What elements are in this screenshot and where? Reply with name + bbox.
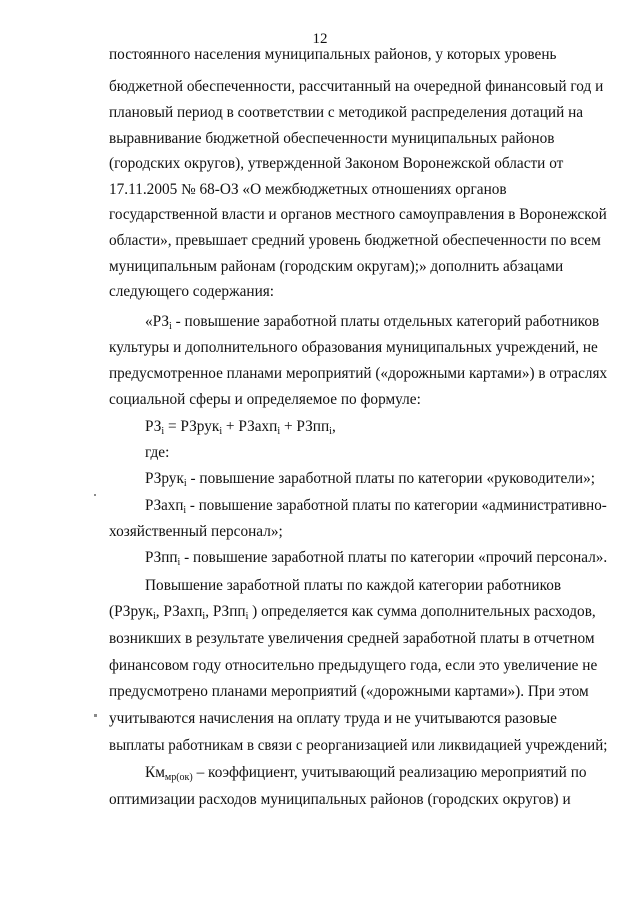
paragraph-start: Повышение заработной платы по каждой категории работников — [145, 577, 562, 594]
text-line: предусмотренное планами мероприятий («дорожными картами») в отраслях — [109, 365, 608, 382]
text-line: учитываются начисления на оплату труда и не учитываются разовые — [109, 710, 557, 727]
paragraph-start: «РЗi - повышение заработной платы отдельных категорий работников — [145, 313, 600, 332]
page-number: 12 — [312, 31, 328, 47]
text-line: постоянного населения муниципальных районов, у которых уровень — [109, 46, 557, 63]
text-line: выравнивание бюджетной обеспеченности муниципальных районов — [109, 130, 555, 147]
definition-line: РЗрукi - повышение заработной платы по категории «руководители»; — [145, 470, 595, 489]
text-line: области», превышает средний уровень бюджетной обеспеченности по всем — [109, 232, 601, 249]
text-line: следующего содержания: — [109, 283, 275, 300]
text-line: (городских округов), утвержденной Законом Воронежской области от — [109, 155, 564, 172]
definition-line: РЗахпi - повышение заработной платы по категории «административно- — [145, 497, 607, 516]
text-line: государственной власти и органов местного самоуправления в Воронежской — [109, 206, 607, 223]
text-line: культуры и дополнительного образования муниципальных учреждений, не — [109, 339, 598, 356]
text-line: где: — [145, 444, 170, 461]
text-line: финансовом году относительно предыдущего года, если это увеличение не — [109, 657, 598, 674]
text-line: 17.11.2005 № 68-ОЗ «О межбюджетных отношениях органов — [109, 181, 507, 198]
text-line: выплаты работникам в связи с реорганизацией или ликвидацией учреждений; — [109, 737, 608, 754]
paragraph-start: Кммр(ок) – коэффициент, учитывающий реализацию мероприятий по — [145, 764, 587, 783]
text-line: оптимизации расходов муниципальных районов (городских округов) и — [109, 791, 571, 808]
text-line: возникших в результате увеличения средней заработной платы в отчетном — [109, 630, 595, 647]
text-line: хозяйственный персонал»; — [109, 523, 283, 540]
text-line: муниципальным районам (городским округам);» дополнить абзацами — [109, 258, 564, 275]
definition-line: РЗппi - повышение заработной платы по категории «прочий персонал». — [145, 549, 608, 568]
scan-speck — [94, 714, 97, 717]
text-line: (РЗрукi, РЗахпi, РЗппi ) определяется как сумма дополнительных расходов, — [109, 603, 596, 622]
text-line: бюджетной обеспеченности, рассчитанный на очередной финансовый год и — [109, 78, 604, 95]
text-line: плановый период в соответствии с методикой распределения дотаций на — [109, 104, 584, 121]
text-line: социальной сферы и определяемое по формуле: — [109, 391, 421, 408]
scan-speck — [94, 494, 96, 496]
text-line: предусмотрено планами мероприятий («дорожными картами»). При этом — [109, 683, 589, 700]
formula: РЗi = РЗрукi + РЗахпi + РЗппi, — [145, 418, 336, 437]
